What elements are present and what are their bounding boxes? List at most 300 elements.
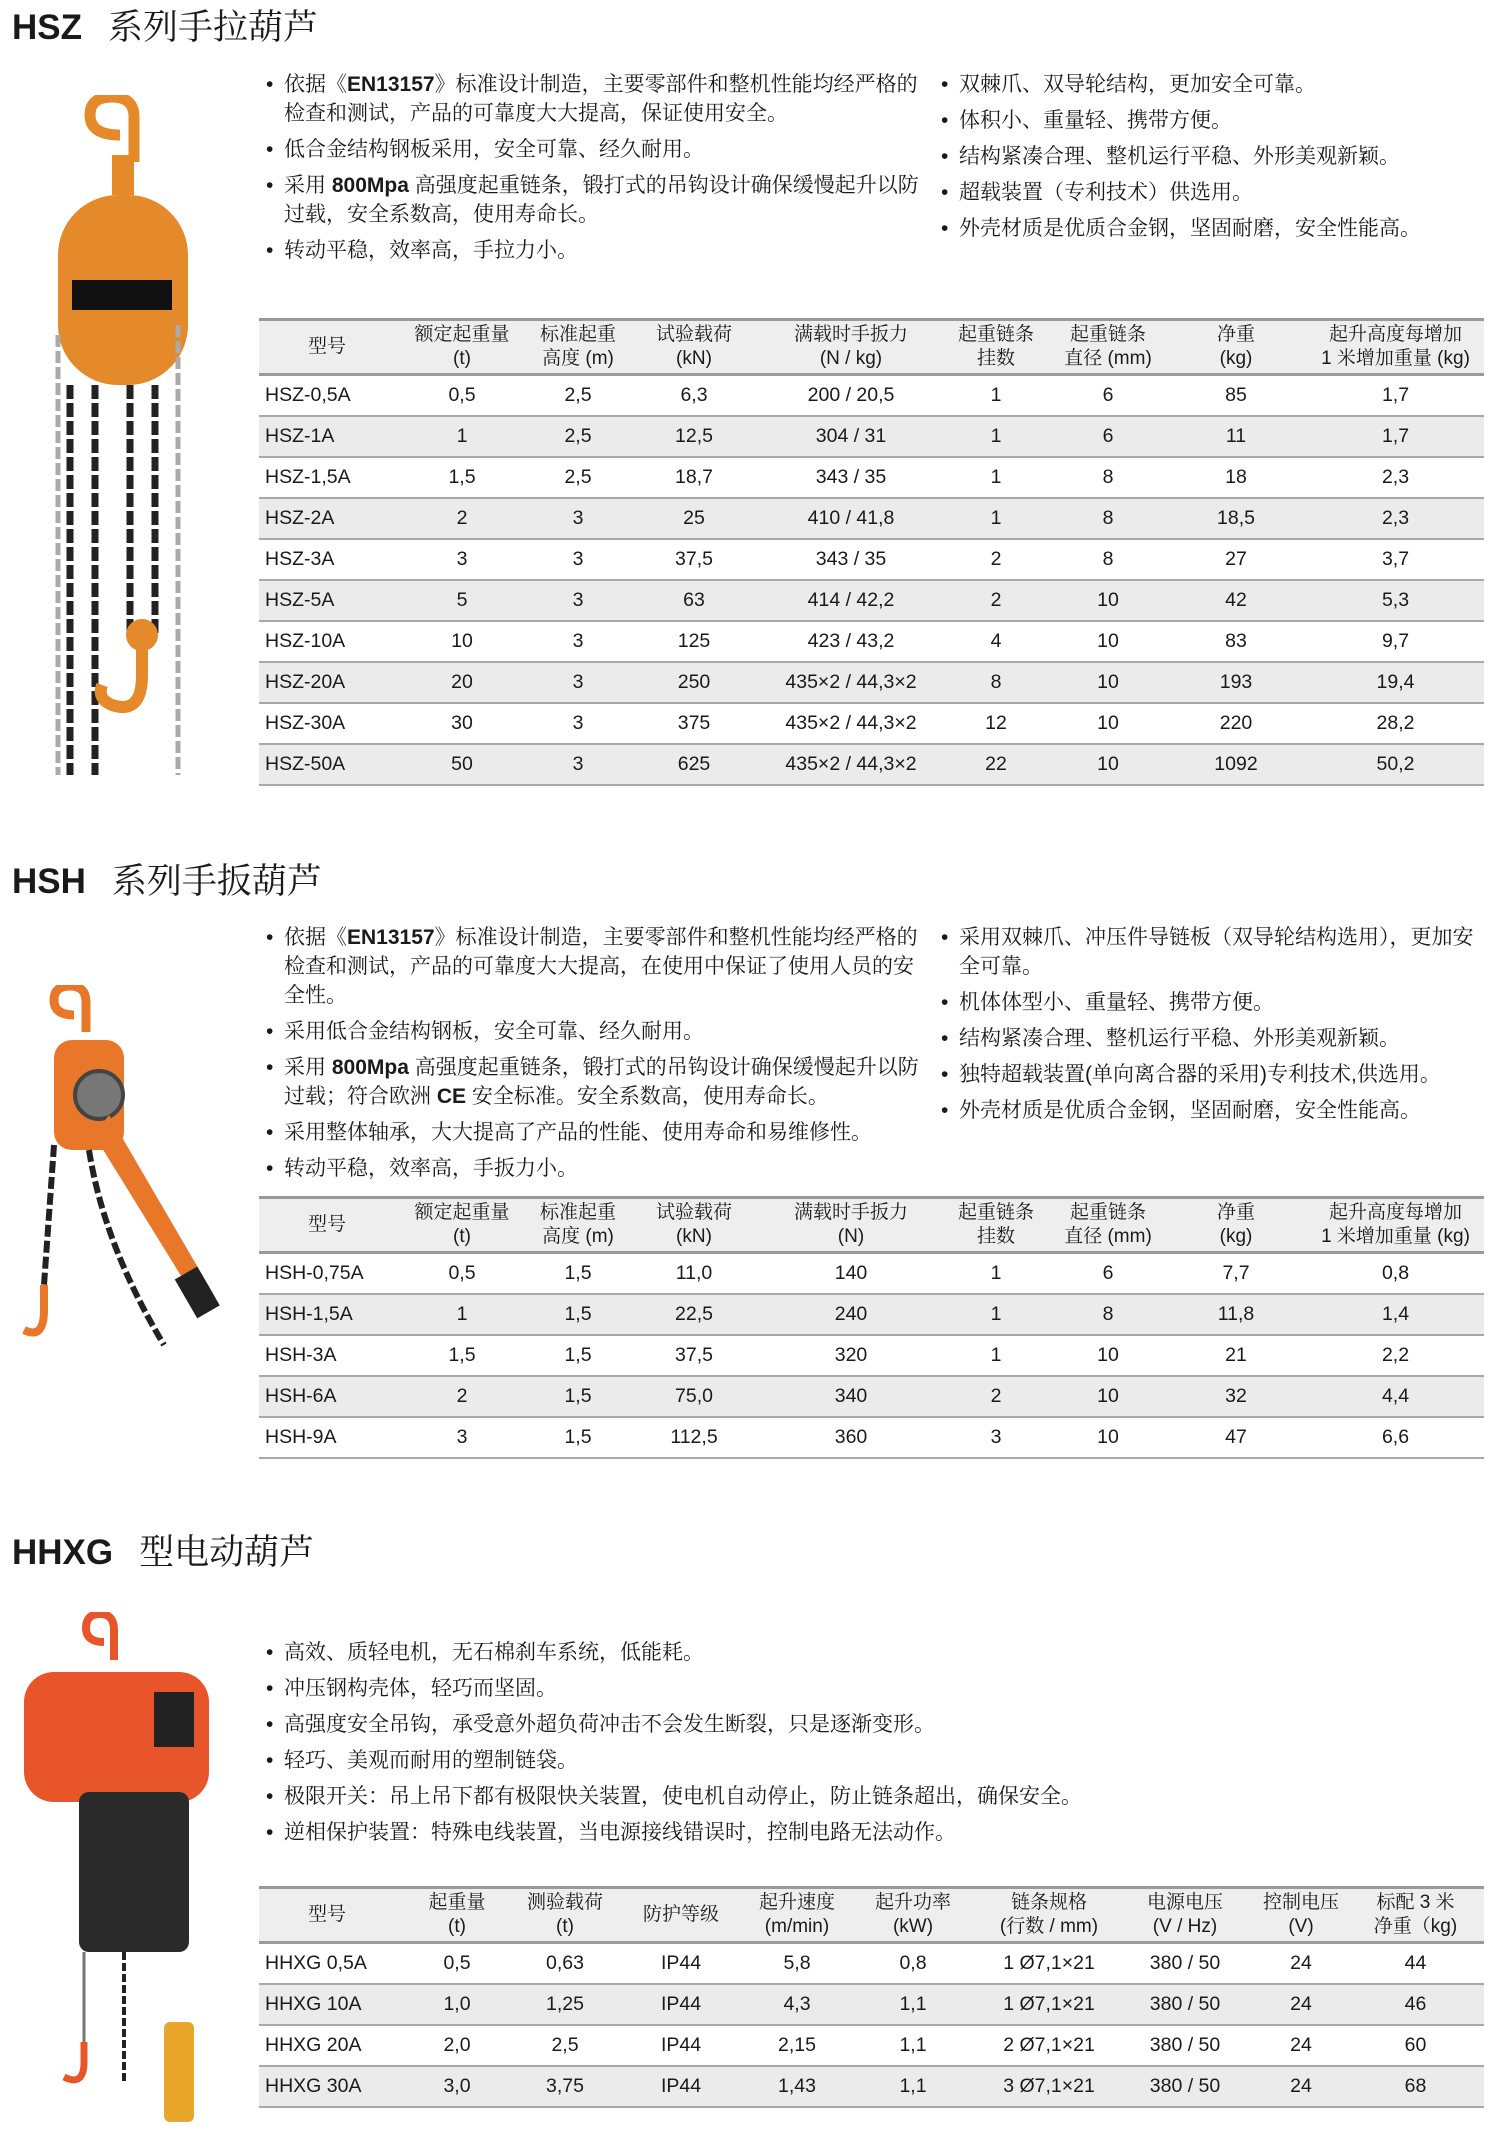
lever-hoist-image xyxy=(14,985,224,1355)
table-cell: 2 xyxy=(941,580,1051,621)
column-header xyxy=(627,1198,761,1253)
header-row xyxy=(259,1888,1484,1943)
feature-text: CE xyxy=(436,1085,467,1108)
table-cell: 360 xyxy=(761,1417,941,1458)
chain-hoist-image xyxy=(50,95,200,780)
table-row xyxy=(259,1253,1484,1294)
electric-hoist-image xyxy=(14,1612,214,2132)
header-line: 起升高度每增加 xyxy=(1328,324,1462,345)
header-line: (t) xyxy=(448,1916,466,1937)
feature-item xyxy=(941,142,1481,171)
header-line: 标准起重 xyxy=(539,1202,616,1223)
table-cell: 18 xyxy=(1165,457,1307,498)
table-cell: 5,8 xyxy=(751,1943,843,1984)
table-cell: 0,5 xyxy=(395,1943,519,1984)
table-cell: 1 Ø7,1×21 xyxy=(983,1984,1115,2025)
table-cell: 7,7 xyxy=(1165,1253,1307,1294)
table-cell: 3,75 xyxy=(519,2066,611,2107)
feature-text: 高强度起重链条，锻打式的吊钩设计确保缓慢起升以防过载，安全系数高，使用寿命长。 xyxy=(284,174,919,226)
table-cell: 3,0 xyxy=(395,2066,519,2107)
feature-text: 高强度起重链条，锻打式的吊钩设计确保缓慢起升以防过载；符合欧洲 xyxy=(284,1056,919,1108)
column-header xyxy=(627,320,761,375)
table-cell: 20 xyxy=(395,662,529,703)
table-cell: 19,4 xyxy=(1307,662,1484,703)
header-line: (V / Hz) xyxy=(1152,1916,1218,1937)
table-cell: 220 xyxy=(1165,703,1307,744)
header-line: 标配 3 米 xyxy=(1376,1892,1455,1913)
table-cell: 625 xyxy=(627,744,761,785)
table-cell: 21 xyxy=(1165,1335,1307,1376)
hhxg-spec-table xyxy=(259,1886,1484,2108)
table-cell: 343 / 35 xyxy=(761,539,941,580)
feature-item xyxy=(266,70,926,128)
feature-text: 轻巧、美观而耐用的塑制链袋。 xyxy=(284,1749,578,1772)
table-cell: IP44 xyxy=(611,2025,751,2066)
feature-text: 》标准设计制造，主要零部件和整机性能均经严格的检查和测试，产品的可靠度大大提高，保证使用安全。 xyxy=(284,73,918,125)
table-row xyxy=(259,621,1484,662)
table-cell: 4,4 xyxy=(1307,1376,1484,1417)
table-cell: 1,1 xyxy=(843,2025,983,2066)
table-cell: 1 xyxy=(941,1253,1051,1294)
table-cell: 435×2 / 44,3×2 xyxy=(761,744,941,785)
header-line: (kg) xyxy=(1219,1226,1253,1247)
column-header xyxy=(1165,1198,1307,1253)
header-line: 型号 xyxy=(307,1214,346,1235)
table-cell: HHXG 30A xyxy=(259,2066,395,2107)
table-cell: 9,7 xyxy=(1307,621,1484,662)
feature-text: 结构紧凑合理、整机运行平稳、外形美观新颖。 xyxy=(959,1027,1400,1050)
header-line: (N) xyxy=(837,1226,865,1247)
table-cell: 8 xyxy=(1051,1294,1165,1335)
table-cell: 1,1 xyxy=(843,2066,983,2107)
header-line: (kW) xyxy=(892,1916,934,1937)
table-cell: 18,7 xyxy=(627,457,761,498)
table-row xyxy=(259,1417,1484,1458)
header-line: 测验载荷 xyxy=(526,1892,603,1913)
header-line: 控制电压 xyxy=(1262,1892,1339,1913)
column-header xyxy=(395,1198,529,1253)
feature-text: 安全标准。安全系数高，使用寿命长。 xyxy=(466,1085,829,1108)
feature-item xyxy=(266,135,926,164)
feature-text: 机体体型小、重量轻、携带方便。 xyxy=(959,991,1274,1014)
column-header xyxy=(1165,320,1307,375)
header-line: (t) xyxy=(453,1226,471,1247)
table-cell: 1,7 xyxy=(1307,375,1484,416)
header-line: 额定起重量 xyxy=(414,324,510,345)
table-cell: 27 xyxy=(1165,539,1307,580)
table-cell: 1,5 xyxy=(395,1335,529,1376)
table-cell: 380 / 50 xyxy=(1115,1943,1255,1984)
table-row xyxy=(259,498,1484,539)
header-line: 起升功率 xyxy=(874,1892,951,1913)
column-header xyxy=(259,320,395,375)
table-cell: 46 xyxy=(1347,1984,1484,2025)
feature-item xyxy=(941,923,1481,981)
table-cell: 28,2 xyxy=(1307,703,1484,744)
header-line: 试验载荷 xyxy=(655,324,732,345)
hsz-spec-table xyxy=(259,318,1484,786)
header-line: 净重（kg) xyxy=(1373,1916,1458,1937)
table-cell: HSZ-1A xyxy=(259,416,395,457)
table-cell: 10 xyxy=(1051,744,1165,785)
table-row xyxy=(259,539,1484,580)
table-row xyxy=(259,1335,1484,1376)
table-cell: 44 xyxy=(1347,1943,1484,1984)
column-header xyxy=(1051,320,1165,375)
table-cell: 1,4 xyxy=(1307,1294,1484,1335)
feature-item xyxy=(266,1746,1466,1775)
feature-item xyxy=(941,988,1481,1017)
table-cell: 3 xyxy=(529,498,627,539)
hsh-features-right xyxy=(941,923,1481,1132)
table-cell: 2,5 xyxy=(529,416,627,457)
column-header xyxy=(751,1888,843,1943)
table-cell: 3 xyxy=(529,539,627,580)
feature-text: 》标准设计制造，主要零部件和整机性能均经严格的检查和测试，产品的可靠度大大提高，在使用中保证了使用人员的安全性。 xyxy=(284,926,918,1007)
feature-item xyxy=(266,1154,926,1183)
feature-item xyxy=(941,214,1481,243)
header-line: 直径 (mm) xyxy=(1064,348,1152,369)
section-title-hhxg: HHXG 型电动葫芦 xyxy=(12,1533,315,1572)
feature-item xyxy=(266,171,926,229)
table-cell: HSH-3A xyxy=(259,1335,395,1376)
feature-item xyxy=(941,1024,1481,1053)
feature-text: 依据《 xyxy=(284,73,347,96)
header-line: 满载时手扳力 xyxy=(793,1202,908,1223)
header-line: 高度 (m) xyxy=(542,1226,614,1247)
table-cell: IP44 xyxy=(611,2066,751,2107)
table-row xyxy=(259,1943,1484,1984)
table-cell: 8 xyxy=(1051,498,1165,539)
table-cell: 1,5 xyxy=(529,1376,627,1417)
table-cell: 1092 xyxy=(1165,744,1307,785)
table-cell: 2,5 xyxy=(529,457,627,498)
column-header xyxy=(983,1888,1115,1943)
column-header xyxy=(941,1198,1051,1253)
header-line: (kN) xyxy=(676,1226,712,1247)
table-cell: 2,3 xyxy=(1307,457,1484,498)
table-row xyxy=(259,1984,1484,2025)
table-cell: 24 xyxy=(1255,1984,1347,2025)
table-cell: 4 xyxy=(941,621,1051,662)
feature-text: 独特超载装置(单向离合器的采用)专利技术,供选用。 xyxy=(959,1063,1441,1086)
table-cell: 1 xyxy=(395,416,529,457)
table-cell: 2 xyxy=(941,539,1051,580)
header-line: (m/min) xyxy=(764,1916,830,1937)
table-cell: 3 xyxy=(395,539,529,580)
header-line: (行数 / mm) xyxy=(999,1916,1099,1937)
feature-text: 冲压钢构壳体，轻巧而坚固。 xyxy=(284,1677,557,1700)
table-cell: 2,3 xyxy=(1307,498,1484,539)
table-cell: HSH-0,75A xyxy=(259,1253,395,1294)
table-cell: 320 xyxy=(761,1335,941,1376)
table-row xyxy=(259,703,1484,744)
table-row xyxy=(259,2025,1484,2066)
feature-text: 800Mpa xyxy=(331,1056,409,1079)
table-cell: HSH-9A xyxy=(259,1417,395,1458)
table-cell: 10 xyxy=(1051,703,1165,744)
table-cell: 1 xyxy=(941,1294,1051,1335)
hsh-features-left xyxy=(266,923,926,1190)
table-cell: 380 / 50 xyxy=(1115,1984,1255,2025)
table-cell: 2 xyxy=(941,1376,1051,1417)
table-row xyxy=(259,457,1484,498)
table-cell: 25 xyxy=(627,498,761,539)
table-row xyxy=(259,416,1484,457)
table-cell: 22 xyxy=(941,744,1051,785)
header-line: 起升速度 xyxy=(758,1892,835,1913)
feature-item xyxy=(266,1118,926,1147)
table-cell: 3 xyxy=(529,744,627,785)
column-header xyxy=(259,1198,395,1253)
table-cell: 1 xyxy=(941,375,1051,416)
table-cell: 1,43 xyxy=(751,2066,843,2107)
header-line: (V) xyxy=(1288,1916,1314,1937)
header-line: 型号 xyxy=(307,336,346,357)
header-line: 1 米增加重量 (kg) xyxy=(1321,1226,1470,1247)
table-cell: HSZ-3A xyxy=(259,539,395,580)
table-cell: 140 xyxy=(761,1253,941,1294)
header-line: (N / kg) xyxy=(819,348,883,369)
table-cell: 125 xyxy=(627,621,761,662)
table-cell: 8 xyxy=(1051,457,1165,498)
table-cell: 6 xyxy=(1051,375,1165,416)
feature-item xyxy=(941,1060,1481,1089)
table-cell: 250 xyxy=(627,662,761,703)
feature-text: 外壳材质是优质合金钢，坚固耐磨，安全性能高。 xyxy=(959,217,1421,240)
column-header xyxy=(519,1888,611,1943)
table-cell: 5 xyxy=(395,580,529,621)
table-cell: 1,5 xyxy=(529,1253,627,1294)
table-cell: 10 xyxy=(395,621,529,662)
feature-item xyxy=(266,236,926,265)
table-cell: 1,5 xyxy=(529,1294,627,1335)
table-cell: 8 xyxy=(1051,539,1165,580)
header-line: (kN) xyxy=(676,348,712,369)
column-header xyxy=(1347,1888,1484,1943)
table-cell: 63 xyxy=(627,580,761,621)
feature-text: 采用 xyxy=(284,174,332,197)
table-cell: 1 xyxy=(941,1335,1051,1376)
table-cell: 0,8 xyxy=(1307,1253,1484,1294)
header-line: 高度 (m) xyxy=(542,348,614,369)
header-line: 满载时手扳力 xyxy=(793,324,908,345)
column-header xyxy=(761,320,941,375)
feature-text: 结构紧凑合理、整机运行平稳、外形美观新颖。 xyxy=(959,145,1400,168)
header-line: 起重链条 xyxy=(1069,324,1146,345)
feature-item xyxy=(266,923,926,1010)
section-title-hsh: HSH 系列手扳葫芦 xyxy=(12,862,322,901)
table-cell: 435×2 / 44,3×2 xyxy=(761,703,941,744)
header-line: 挂数 xyxy=(976,1226,1015,1247)
table-cell: 68 xyxy=(1347,2066,1484,2107)
feature-text: 采用双棘爪、冲压件导链板（双导轮结构选用），更加安全可靠。 xyxy=(959,926,1474,978)
table-row xyxy=(259,662,1484,703)
table-cell: 11,0 xyxy=(627,1253,761,1294)
table-cell: 18,5 xyxy=(1165,498,1307,539)
table-cell: 2,2 xyxy=(1307,1335,1484,1376)
table-cell: 10 xyxy=(1051,1417,1165,1458)
table-cell: 50 xyxy=(395,744,529,785)
table-cell: 3 xyxy=(529,580,627,621)
table-cell: 60 xyxy=(1347,2025,1484,2066)
table-cell: 0,5 xyxy=(395,1253,529,1294)
column-header xyxy=(395,320,529,375)
table-cell: 1 xyxy=(941,416,1051,457)
table-cell: 1 xyxy=(941,498,1051,539)
header-line: 起重链条 xyxy=(1069,1202,1146,1223)
table-cell: 423 / 43,2 xyxy=(761,621,941,662)
table-cell: IP44 xyxy=(611,1984,751,2025)
hhxg-features xyxy=(266,1638,1466,1854)
table-cell: 83 xyxy=(1165,621,1307,662)
table-cell: HSZ-10A xyxy=(259,621,395,662)
column-header xyxy=(1051,1198,1165,1253)
feature-item xyxy=(266,1638,1466,1667)
header-line: 净重 xyxy=(1216,324,1255,345)
table-cell: 3,7 xyxy=(1307,539,1484,580)
table-cell: 6 xyxy=(1051,1253,1165,1294)
table-cell: 1 xyxy=(941,457,1051,498)
table-cell: 3 xyxy=(529,621,627,662)
table-row xyxy=(259,2066,1484,2107)
table-cell: 11,8 xyxy=(1165,1294,1307,1335)
header-line: (t) xyxy=(556,1916,574,1937)
feature-text: 采用整体轴承，大大提高了产品的性能、使用寿命和易维修性。 xyxy=(284,1121,872,1144)
table-cell: 1,5 xyxy=(529,1417,627,1458)
header-row xyxy=(259,320,1484,375)
header-line: 1 米增加重量 (kg) xyxy=(1321,348,1470,369)
table-cell: 4,3 xyxy=(751,1984,843,2025)
header-line: 标准起重 xyxy=(539,324,616,345)
header-line: 额定起重量 xyxy=(414,1202,510,1223)
table-cell: HSH-1,5A xyxy=(259,1294,395,1335)
column-header xyxy=(1307,1198,1484,1253)
header-line: 防护等级 xyxy=(642,1904,719,1925)
feature-text: 体积小、重量轻、携带方便。 xyxy=(959,109,1232,132)
table-row xyxy=(259,1294,1484,1335)
hsh-spec-table xyxy=(259,1196,1484,1459)
table-row xyxy=(259,375,1484,416)
table-cell: 37,5 xyxy=(627,539,761,580)
feature-text: 采用低合金结构钢板，安全可靠、经久耐用。 xyxy=(284,1020,704,1043)
header-row xyxy=(259,1198,1484,1253)
column-header xyxy=(843,1888,983,1943)
table-cell: 2,5 xyxy=(529,375,627,416)
table-cell: 10 xyxy=(1051,1376,1165,1417)
hsz-features-right xyxy=(941,70,1481,250)
table-cell: 2,0 xyxy=(395,2025,519,2066)
table-cell: 0,5 xyxy=(395,375,529,416)
table-cell: 200 / 20,5 xyxy=(761,375,941,416)
header-line: 起重链条 xyxy=(957,1202,1034,1223)
table-cell: HSZ-30A xyxy=(259,703,395,744)
header-line: 电源电压 xyxy=(1146,1892,1223,1913)
table-cell: 2,5 xyxy=(519,2025,611,2066)
table-cell: HSH-6A xyxy=(259,1376,395,1417)
table-cell: 3 xyxy=(529,662,627,703)
feature-text: 双棘爪、双导轮结构，更加安全可靠。 xyxy=(959,73,1316,96)
table-cell: 240 xyxy=(761,1294,941,1335)
feature-text: 高强度安全吊钩，承受意外超负荷冲击不会发生断裂，只是逐渐变形。 xyxy=(284,1713,935,1736)
section-title-hsz: HSZ 系列手拉葫芦 xyxy=(12,8,319,47)
feature-item xyxy=(941,1096,1481,1125)
table-cell: 6,3 xyxy=(627,375,761,416)
feature-text: 超载装置（专利技术）供选用。 xyxy=(959,181,1253,204)
hsz-features-left xyxy=(266,70,926,272)
header-line: 净重 xyxy=(1216,1202,1255,1223)
feature-text: 转动平稳，效率高，手拉力小。 xyxy=(284,239,578,262)
table-cell: 414 / 42,2 xyxy=(761,580,941,621)
table-cell: 1,0 xyxy=(395,1984,519,2025)
feature-text: EN13157 xyxy=(347,73,435,96)
table-cell: HSZ-2A xyxy=(259,498,395,539)
header-line: 型号 xyxy=(307,1904,346,1925)
feature-text: EN13157 xyxy=(347,926,435,949)
column-header xyxy=(259,1888,395,1943)
table-cell: 112,5 xyxy=(627,1417,761,1458)
header-line: 直径 (mm) xyxy=(1064,1226,1152,1247)
feature-item xyxy=(266,1674,1466,1703)
feature-text: 依据《 xyxy=(284,926,347,949)
header-line: 起重链条 xyxy=(957,324,1034,345)
table-cell: HHXG 20A xyxy=(259,2025,395,2066)
feature-item xyxy=(266,1710,1466,1739)
table-cell: 10 xyxy=(1051,621,1165,662)
feature-text: 外壳材质是优质合金钢，坚固耐磨，安全性能高。 xyxy=(959,1099,1421,1122)
table-cell: 12 xyxy=(941,703,1051,744)
header-line: 起重量 xyxy=(428,1892,486,1913)
table-cell: 5,3 xyxy=(1307,580,1484,621)
column-header xyxy=(529,1198,627,1253)
table-cell: 1 xyxy=(395,1294,529,1335)
table-cell: 1 Ø7,1×21 xyxy=(983,1943,1115,1984)
header-line: (kg) xyxy=(1219,348,1253,369)
header-line: 挂数 xyxy=(976,348,1015,369)
table-cell: 85 xyxy=(1165,375,1307,416)
table-cell: 10 xyxy=(1051,580,1165,621)
table-cell: 24 xyxy=(1255,2025,1347,2066)
table-cell: HHXG 10A xyxy=(259,1984,395,2025)
table-cell: HSZ-5A xyxy=(259,580,395,621)
table-cell: 6,6 xyxy=(1307,1417,1484,1458)
feature-text: 800Mpa xyxy=(331,174,409,197)
table-cell: 2 Ø7,1×21 xyxy=(983,2025,1115,2066)
feature-item xyxy=(941,178,1481,207)
table-cell: 0,8 xyxy=(843,1943,983,1984)
table-cell: 10 xyxy=(1051,1335,1165,1376)
table-cell: 24 xyxy=(1255,2066,1347,2107)
feature-item xyxy=(266,1782,1466,1811)
table-cell: 2 xyxy=(395,498,529,539)
table-cell: 37,5 xyxy=(627,1335,761,1376)
feature-text: 采用 xyxy=(284,1056,332,1079)
column-header xyxy=(1115,1888,1255,1943)
table-cell: 8 xyxy=(941,662,1051,703)
table-cell: 380 / 50 xyxy=(1115,2066,1255,2107)
table-cell: 410 / 41,8 xyxy=(761,498,941,539)
table-cell: 2 xyxy=(395,1376,529,1417)
feature-text: 转动平稳，效率高，手扳力小。 xyxy=(284,1157,578,1180)
feature-text: 低合金结构钢板采用，安全可靠、经久耐用。 xyxy=(284,138,704,161)
table-cell: 304 / 31 xyxy=(761,416,941,457)
column-header xyxy=(941,320,1051,375)
table-cell: HSZ-20A xyxy=(259,662,395,703)
table-cell: 47 xyxy=(1165,1417,1307,1458)
table-cell: 435×2 / 44,3×2 xyxy=(761,662,941,703)
table-cell: HSZ-1,5A xyxy=(259,457,395,498)
feature-item xyxy=(266,1818,1466,1847)
